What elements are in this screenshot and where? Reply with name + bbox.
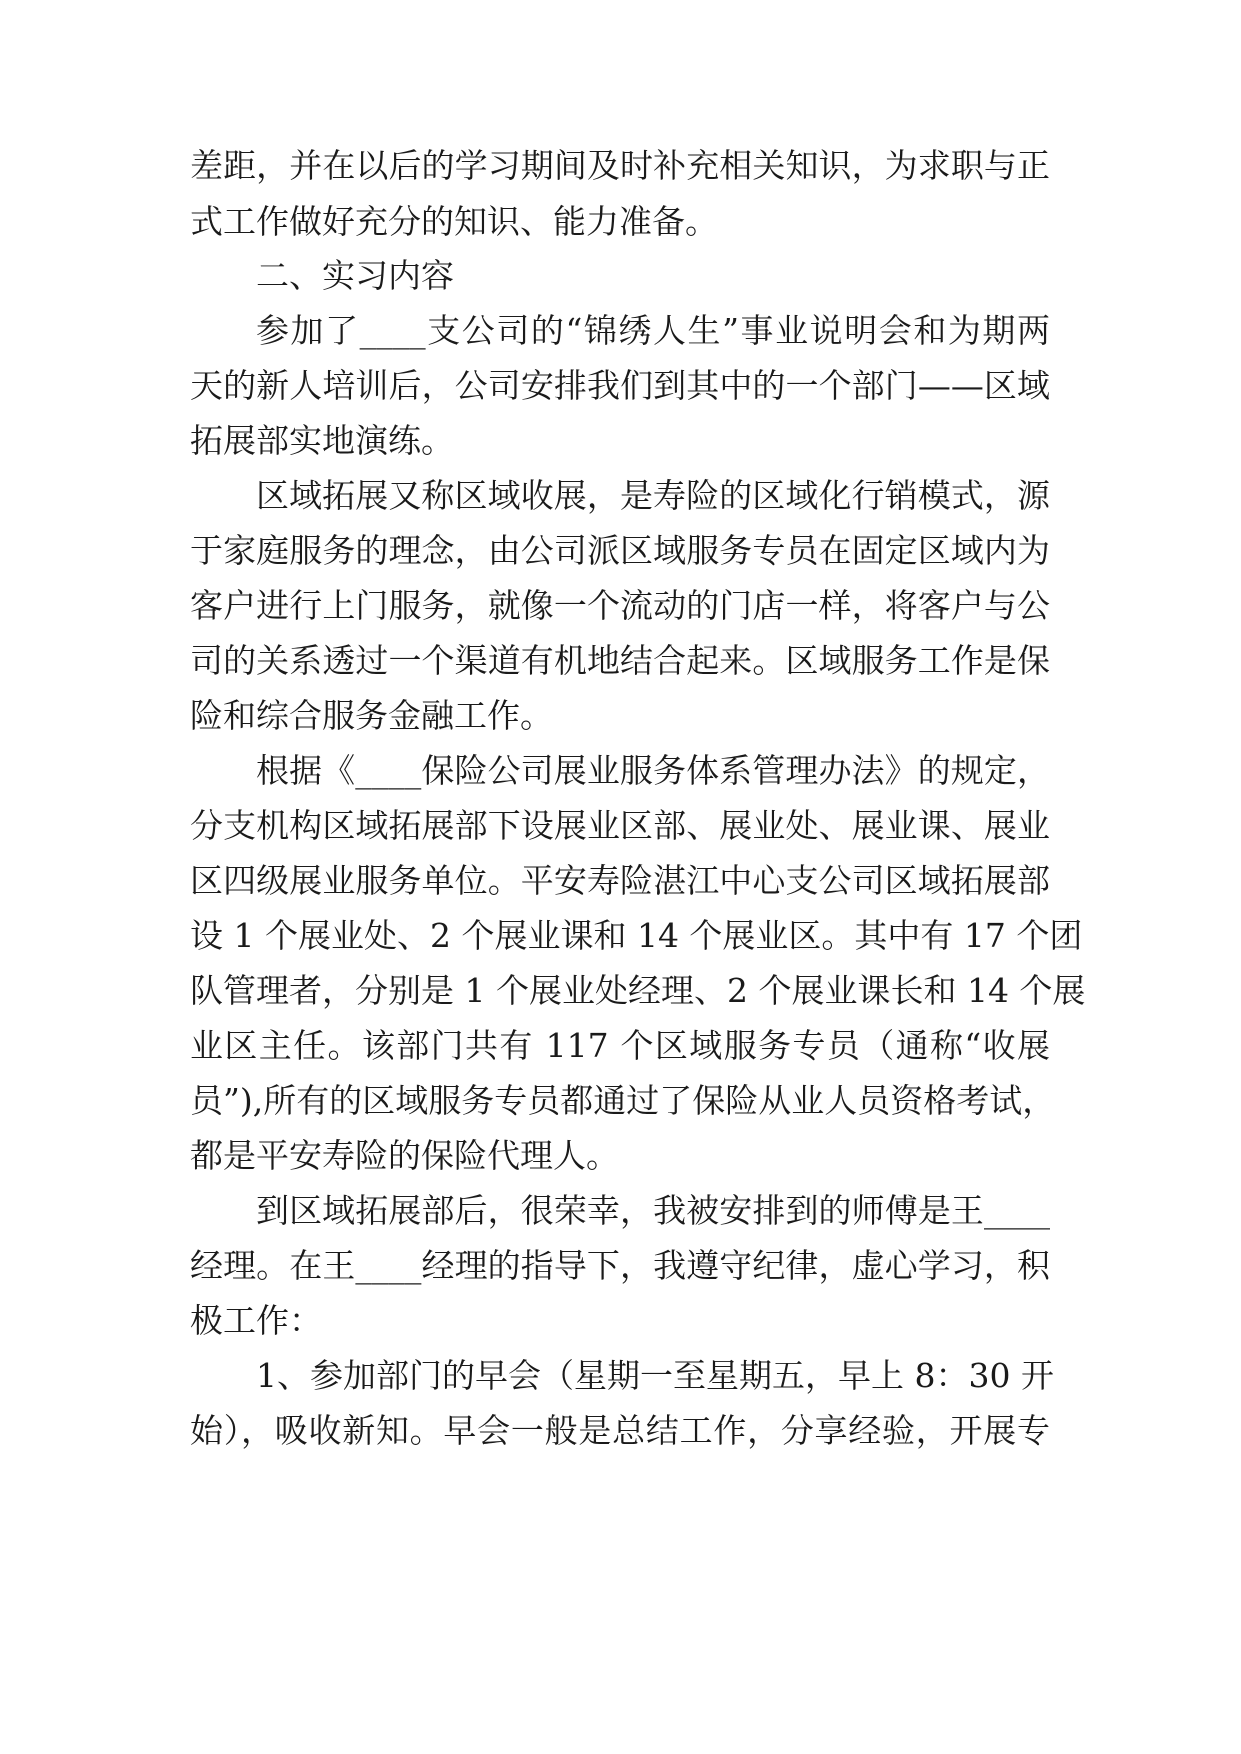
text-line: 分支机构区域拓展部下设展业区部、展业处、展业课、展业 <box>190 806 1050 845</box>
text-line: 经理。在王____经理的指导下，我遵守纪律，虚心学习，积 <box>190 1246 1050 1285</box>
text-line: 区四级展业服务单位。平安寿险湛江中心支公司区域拓展部 <box>190 861 1050 900</box>
text-line: 区域拓展又称区域收展，是寿险的区域化行销模式，源 <box>256 476 1050 515</box>
text-line: 险和综合服务金融工作。 <box>190 696 553 735</box>
text-line: 天的新人培训后，公司安排我们到其中的一个部门——区域 <box>190 366 1050 405</box>
text-line: 设 1 个展业处、2 个展业课和 14 个展业区。其中有 17 个团 <box>190 916 1083 955</box>
text-line: 业区主任。该部门共有 117 个区域服务专员（通称“收展 <box>190 1026 1050 1065</box>
text-line: 都是平安寿险的保险代理人。 <box>190 1136 619 1175</box>
text-line: 司的关系透过一个渠道有机地结合起来。区域服务工作是保 <box>190 641 1050 680</box>
text-line: 极工作： <box>190 1301 322 1340</box>
text-line: 根据《____保险公司展业服务体系管理办法》的规定， <box>256 751 1050 790</box>
text-line: 参加了____支公司的“锦绣人生”事业说明会和为期两 <box>256 311 1050 350</box>
text-line: 客户进行上门服务，就像一个流动的门店一样，将客户与公 <box>190 586 1050 625</box>
text-line: 到区域拓展部后，很荣幸，我被安排到的师傅是王____ <box>256 1191 1050 1230</box>
text-line: 始），吸收新知。早会一般是总结工作，分享经验，开展专 <box>190 1411 1050 1450</box>
text-line: 于家庭服务的理念，由公司派区域服务专员在固定区域内为 <box>190 531 1050 570</box>
text-line: 差距，并在以后的学习期间及时补充相关知识，为求职与正 <box>190 146 1050 185</box>
text-line: 1、参加部门的早会（星期一至星期五，早上 8：30 开 <box>256 1356 1054 1395</box>
section-heading: 二、实习内容 <box>256 256 454 295</box>
text-line: 式工作做好充分的知识、能力准备。 <box>190 202 718 241</box>
text-line: 拓展部实地演练。 <box>190 421 454 460</box>
text-line: 队管理者，分别是 1 个展业处经理、2 个展业课长和 14 个展 <box>190 971 1086 1010</box>
text-line: 员”),所有的区域服务专员都通过了保险从业人员资格考试， <box>190 1081 1056 1120</box>
